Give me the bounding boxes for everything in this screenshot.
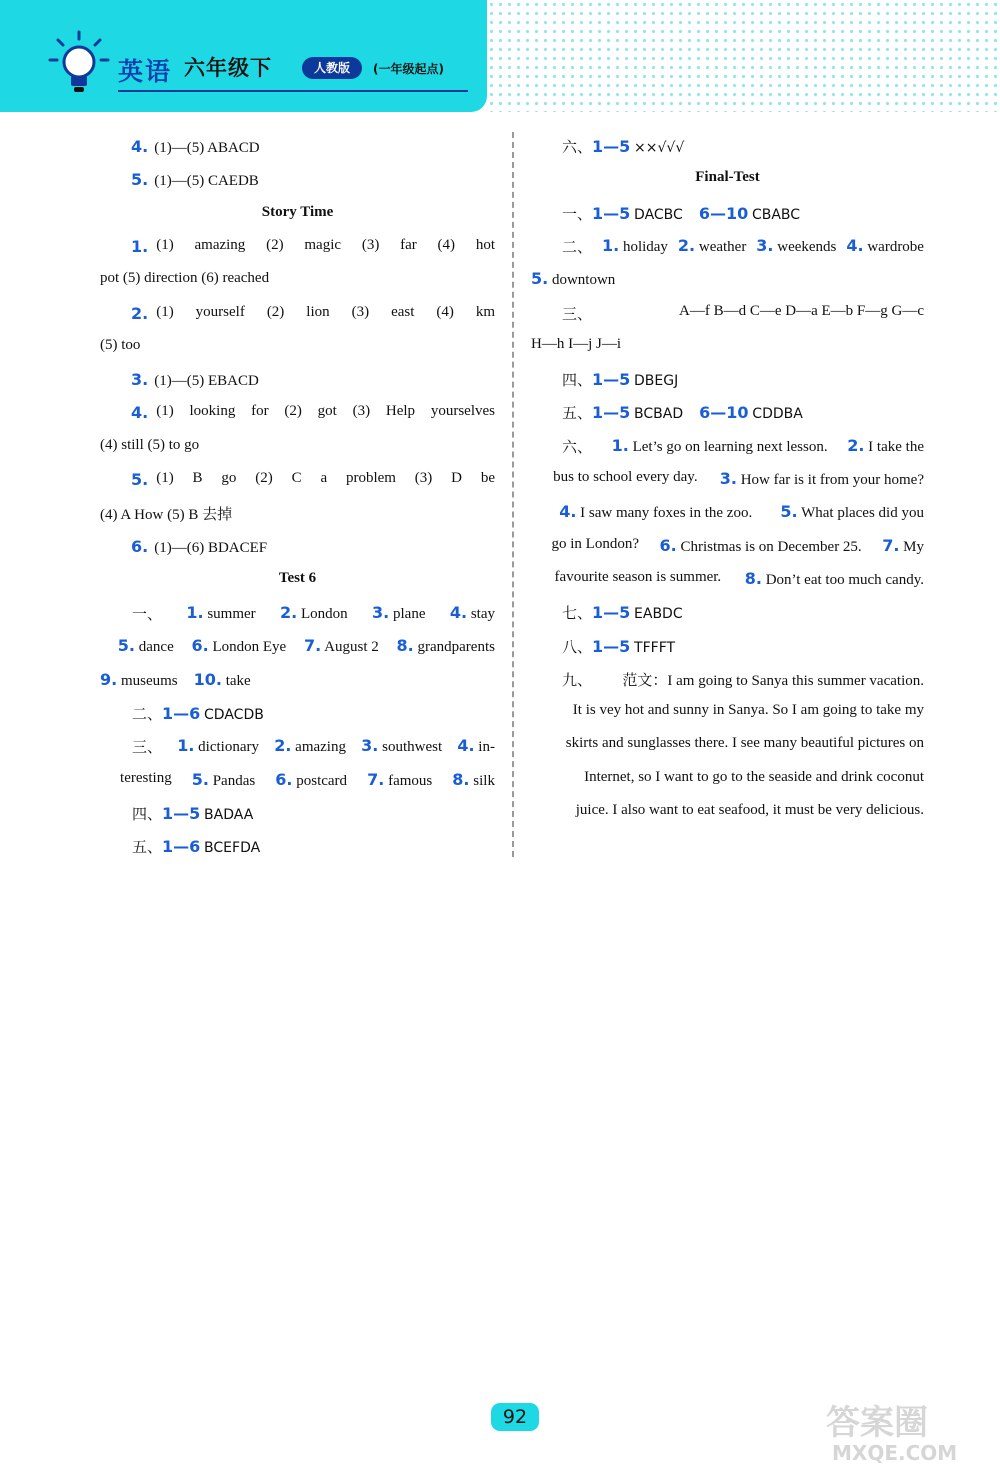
answer-item — [120, 770, 172, 790]
answer-text: (4) still (5) to go — [100, 436, 200, 453]
question-number: 4. — [457, 736, 475, 756]
answer-text: skirts and sunglasses there. I see many beautiful pictures on — [565, 735, 924, 752]
question-number: 4. — [131, 403, 149, 423]
answer-item — [660, 536, 862, 556]
section-heading — [531, 169, 924, 186]
answer-line — [562, 636, 675, 657]
section-marker: 二、 — [562, 239, 593, 256]
question-number: 4. — [131, 137, 149, 156]
answer-text: (1)—(5) EBACD — [154, 373, 259, 390]
answer-text: bus to school every day. — [553, 469, 698, 485]
answer-text: CDDBA — [752, 406, 803, 423]
answer-text: juice. I also want to eat seafood, it must be very delicious. — [575, 802, 924, 818]
question-number: 9. — [100, 669, 118, 689]
answer-text: CBABC — [751, 206, 801, 223]
watermark-logo — [822, 1394, 992, 1466]
section-heading — [100, 204, 495, 221]
answer-item — [555, 569, 722, 589]
answer-text: teresting — [120, 769, 172, 786]
answer-item — [592, 603, 683, 623]
section-marker: 一、 — [132, 607, 163, 623]
section-marker: 八、 — [562, 639, 593, 656]
answer-line — [132, 603, 495, 624]
answer-line — [131, 403, 495, 422]
answer-line — [562, 602, 683, 623]
answer-item — [602, 236, 668, 257]
answer-item — [612, 436, 828, 457]
answer-line — [131, 237, 495, 256]
question-number: 5. — [131, 470, 149, 489]
answer-item — [592, 636, 676, 656]
answer-text: postcard — [296, 772, 348, 789]
answer-item — [367, 770, 432, 790]
answer-text: favourite season is summer. — [554, 568, 722, 585]
answer-line — [100, 337, 140, 354]
question-number: 8. — [452, 769, 470, 789]
answer-item — [698, 203, 801, 223]
question-number: 10. — [193, 669, 222, 689]
answer-item — [450, 603, 495, 624]
section-marker: 三、 — [132, 740, 163, 757]
answer-item — [573, 702, 924, 719]
answer-text: DBEGJ — [634, 373, 679, 390]
answer-line — [562, 402, 803, 423]
question-number: 6—10 — [698, 203, 749, 223]
answer-text: amazing — [295, 739, 346, 756]
question-number: 1—5 — [592, 137, 631, 156]
answer-text: BCBAD — [634, 406, 684, 423]
answer-line — [131, 537, 267, 557]
answer-line — [131, 137, 260, 157]
question-number: 2. — [274, 736, 292, 756]
answer-text: plane — [393, 606, 426, 622]
answer-line — [132, 703, 264, 724]
answer-line — [132, 736, 495, 757]
answer-text: August 2 — [324, 639, 379, 656]
answer-text: silk — [473, 772, 495, 789]
answer-item — [592, 403, 684, 423]
answer-item — [846, 236, 924, 257]
answer-line — [100, 503, 232, 524]
question-number: 6—10 — [699, 403, 749, 423]
answer-item — [678, 236, 746, 257]
section-marker: 一、 — [562, 206, 593, 223]
question-number: 4. — [449, 603, 468, 622]
edition-badge: 人教版 — [302, 57, 362, 79]
answer-line — [531, 269, 615, 289]
answer-text: (1) amazing (2) magic (3) far (4) hot — [156, 236, 495, 253]
question-number: 5. — [131, 170, 149, 190]
answer-line — [531, 569, 924, 589]
answer-item — [192, 770, 255, 790]
answer-item — [679, 303, 924, 324]
answer-line — [562, 236, 924, 257]
question-number: 1. — [186, 603, 204, 622]
section-marker: 四、 — [132, 806, 163, 823]
answer-item — [192, 636, 287, 656]
question-number: 1—5 — [592, 603, 631, 623]
answer-text: grandparents — [417, 639, 495, 656]
answer-item — [531, 336, 621, 352]
answer-item — [552, 536, 640, 556]
answer-item — [118, 636, 174, 656]
answer-line — [131, 470, 495, 489]
answer-text: A—f B—d C—e D—a E—b F—g G—c — [679, 302, 924, 319]
question-number: 5. — [191, 769, 209, 789]
heading-text: Final-Test — [695, 169, 760, 186]
question-number: 7. — [304, 636, 322, 656]
question-number: 8. — [396, 636, 414, 656]
answer-text: holiday — [622, 238, 668, 255]
answer-item — [177, 736, 259, 757]
answer-text: dance — [138, 639, 174, 656]
svg-text:MXQE.COM: MXQE.COM — [832, 1441, 958, 1465]
answer-line — [531, 702, 924, 719]
answer-text: downtown — [551, 272, 616, 289]
subject-title: 英语 — [118, 57, 173, 86]
question-number: 5. — [780, 502, 798, 522]
answer-item — [882, 536, 924, 556]
question-number: 3. — [756, 235, 774, 255]
answer-line — [100, 437, 199, 454]
answer-text: (1)—(5) CAEDB — [154, 173, 259, 190]
question-number: 2. — [131, 303, 149, 323]
answer-text: take — [225, 672, 251, 689]
answer-text: Let’s go on learning next lesson. — [632, 438, 828, 455]
answer-item — [275, 770, 347, 790]
answer-line — [562, 203, 800, 224]
answer-text: Pandas — [212, 772, 256, 789]
answer-item — [847, 436, 924, 457]
section-marker: 五、 — [562, 406, 593, 423]
answer-line — [100, 770, 495, 790]
question-number: 3. — [131, 370, 149, 390]
answer-item — [100, 669, 178, 689]
section-marker: 五、 — [132, 840, 163, 857]
answer-line — [100, 636, 495, 656]
answer-line — [132, 836, 260, 857]
section-marker: 七、 — [562, 606, 593, 623]
answer-text: It is vey hot and sunny in Sanya. So I am going to take my — [572, 702, 924, 719]
answer-line — [562, 436, 924, 457]
answer-line — [562, 669, 924, 690]
heading-text: Story Time — [261, 203, 334, 220]
section-heading — [100, 570, 495, 587]
section-marker: 三、 — [562, 306, 593, 323]
answer-text: DACBC — [634, 206, 683, 223]
answer-item — [745, 569, 924, 589]
question-number: 1—6 — [162, 837, 201, 857]
answer-line — [531, 802, 924, 819]
section-marker: 六、 — [562, 140, 593, 156]
answer-item — [162, 837, 261, 857]
answer-item — [397, 636, 495, 656]
column-divider — [512, 132, 514, 857]
question-number: 2. — [847, 435, 865, 455]
answer-line — [100, 670, 251, 690]
answer-line — [131, 370, 259, 390]
question-number: 3. — [361, 736, 379, 756]
answer-text: 范文：I am going to Sanya this summer vacation. — [622, 672, 924, 689]
answer-line — [531, 735, 924, 752]
answer-text: My — [903, 538, 924, 555]
answer-item — [274, 736, 346, 757]
question-number: 1—5 — [592, 203, 631, 223]
answer-line — [531, 502, 924, 522]
answer-item — [193, 669, 251, 689]
answer-item — [584, 769, 924, 786]
answer-text: weekends — [777, 238, 837, 255]
answer-line — [131, 304, 495, 323]
question-number: 6. — [131, 536, 149, 556]
question-number: 1. — [611, 435, 629, 455]
answer-item — [457, 736, 495, 757]
answer-item — [304, 636, 379, 656]
answer-item — [280, 603, 348, 624]
answer-text: dictionary — [198, 739, 259, 756]
answer-line — [100, 270, 269, 287]
answer-text: London — [301, 606, 348, 622]
answer-line — [131, 170, 259, 190]
answer-text: pot (5) direction (6) reached — [100, 270, 270, 287]
answer-text: London Eye — [212, 639, 287, 656]
question-number: 5. — [531, 269, 549, 289]
answer-line — [531, 536, 924, 556]
header-dot-pattern — [487, 0, 1000, 112]
answer-text: ××√√√ — [634, 140, 685, 156]
question-number: 1—5 — [592, 403, 631, 423]
question-number: 4. — [846, 235, 864, 255]
answer-line — [531, 469, 924, 489]
answer-text: weather — [698, 238, 747, 255]
question-number: 1. — [131, 236, 149, 256]
answer-item — [622, 669, 924, 690]
section-marker: 二、 — [132, 706, 163, 723]
answer-text: How far is it from your home? — [740, 472, 924, 488]
answer-text: (5) too — [100, 336, 141, 353]
answer-text: H—h I—j J—i — [531, 335, 621, 352]
answer-item — [452, 770, 495, 790]
answer-text: famous — [388, 772, 433, 789]
answer-text: go in London? — [551, 535, 639, 552]
answer-item — [576, 802, 924, 819]
question-number: 1. — [601, 235, 620, 255]
answer-item — [162, 703, 264, 723]
answer-text: southwest — [382, 739, 443, 756]
answer-item — [592, 137, 685, 156]
answer-item — [361, 736, 442, 757]
answer-item — [592, 370, 679, 390]
answer-text: museums — [120, 672, 178, 689]
question-number: 5. — [117, 636, 135, 656]
question-number: 4. — [559, 502, 577, 522]
section-marker: 九、 — [562, 672, 593, 689]
question-number: 1—5 — [592, 636, 631, 656]
answer-text: (4) A How (5) B 去掉 — [100, 507, 233, 524]
section-marker: 四、 — [562, 373, 593, 390]
answer-line — [562, 369, 678, 390]
question-number: 3. — [372, 603, 390, 622]
answer-text: BADAA — [204, 806, 254, 823]
answer-item — [699, 403, 803, 423]
lightbulb-icon — [48, 30, 110, 96]
answer-text: wardrobe — [867, 238, 924, 255]
answer-item — [531, 269, 616, 289]
page-number: 92 — [491, 1403, 539, 1431]
question-number: 1—5 — [162, 803, 201, 823]
answer-line — [562, 303, 924, 324]
answer-text: Don’t eat too much candy. — [765, 571, 924, 588]
answer-line — [531, 336, 621, 353]
question-number: 1. — [177, 736, 195, 756]
question-number: 2. — [677, 235, 696, 255]
svg-text:答案圈: 答案圈 — [826, 1403, 928, 1443]
question-number: 6. — [191, 636, 209, 656]
answer-item — [566, 735, 924, 752]
question-number: 6. — [659, 535, 677, 555]
answer-item — [592, 203, 683, 223]
answer-text: BCEFDA — [204, 840, 261, 857]
answer-text: Internet, so I want to go to the seaside and drink coconut — [584, 768, 924, 785]
question-number: 6. — [275, 769, 293, 789]
question-number: 2. — [280, 603, 298, 622]
grade-title: 六年级下 — [184, 56, 272, 80]
answer-line — [132, 803, 253, 824]
question-number: 7. — [367, 769, 385, 789]
answer-item — [186, 603, 255, 624]
answer-item — [372, 603, 425, 624]
answer-item — [559, 502, 752, 522]
answer-item — [553, 469, 697, 489]
answer-text: I saw many foxes in the zoo. — [580, 505, 753, 522]
answer-text: (1)—(5) ABACD — [154, 140, 260, 156]
heading-text: Test 6 — [278, 569, 317, 586]
answer-text: stay — [470, 606, 495, 622]
answer-text: CDACDB — [204, 706, 264, 723]
answer-item — [720, 469, 924, 489]
answer-text: (1) yourself (2) lion (3) east (4) km — [156, 303, 495, 320]
answer-item — [756, 236, 836, 257]
answer-text: I take the — [868, 438, 924, 455]
answer-text: (1)—(6) BDACEF — [154, 539, 268, 556]
answer-text: summer — [207, 606, 256, 622]
answer-item — [780, 502, 924, 522]
answer-text: (1) B go (2) C a problem (3) D be — [156, 470, 495, 486]
question-number: 8. — [744, 568, 762, 588]
answer-line — [531, 769, 924, 786]
answer-item — [162, 803, 254, 823]
question-number: 7. — [882, 535, 900, 555]
answer-text: What places did you — [801, 505, 924, 522]
question-number: 1—6 — [162, 703, 201, 723]
answer-text: Christmas is on December 25. — [680, 538, 862, 555]
answer-text: in- — [478, 739, 495, 756]
section-marker: 六、 — [562, 439, 593, 456]
header-rule — [118, 90, 468, 92]
question-number: 3. — [719, 469, 737, 488]
answer-text: (1) looking for (2) got (3) Help yourselves — [156, 403, 495, 420]
answer-text: TFFFT — [634, 639, 676, 656]
answer-text: EABDC — [634, 606, 683, 623]
question-number: 1—5 — [592, 370, 631, 390]
edition-note: (一年级起点) — [373, 62, 444, 76]
answer-line — [562, 136, 684, 157]
